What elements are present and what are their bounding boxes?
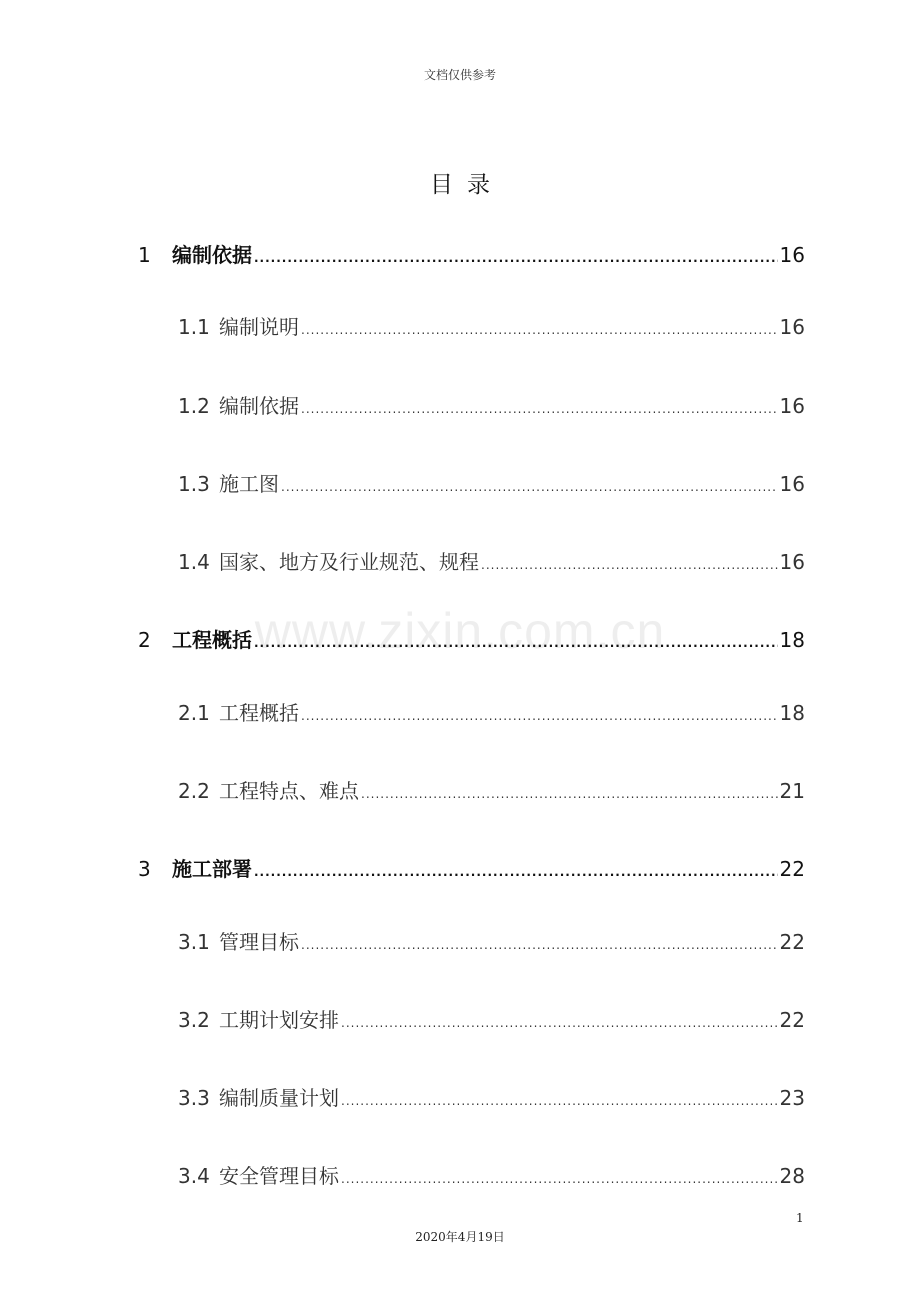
toc-leader-dots	[341, 1172, 778, 1186]
toc-entry-1-1[interactable]	[178, 311, 805, 340]
toc-entry-title: 工程概括	[172, 628, 252, 652]
toc-entry-title: 编制依据	[219, 394, 299, 418]
toc-entry-page: 22	[779, 1008, 805, 1032]
toc-entry-number: 2	[138, 628, 151, 652]
toc-title: 目录	[430, 172, 504, 198]
footer-date: 2020年4月19日	[415, 1230, 505, 1244]
toc-entry-3-2[interactable]	[178, 1004, 805, 1033]
toc-entry-page: 18	[779, 701, 805, 725]
toc-entry-title: 编制质量计划	[219, 1086, 339, 1110]
toc-entry-title: 管理目标	[219, 930, 299, 954]
toc-entry-number: 3.1	[178, 930, 210, 954]
toc-leader-dots	[361, 787, 778, 801]
toc-entry-1-4[interactable]	[178, 546, 805, 575]
toc-leader-dots	[301, 323, 778, 337]
toc-leader-dots	[301, 709, 778, 723]
toc-entry-number: 1.4	[178, 550, 210, 574]
toc-entry-page: 28	[779, 1164, 805, 1188]
toc-entry-number: 1.2	[178, 394, 210, 418]
toc-entry-page: 16	[779, 550, 805, 574]
toc-entry-page: 16	[779, 472, 805, 496]
toc-entry-1[interactable]	[138, 239, 805, 268]
toc-entry-page: 18	[779, 628, 805, 652]
toc-entry-number: 3	[138, 857, 151, 881]
toc-entry-number: 3.3	[178, 1086, 210, 1110]
toc-leader-dots	[254, 865, 778, 879]
toc-entry-number: 3.2	[178, 1008, 210, 1032]
toc-entry-number: 1	[138, 243, 151, 267]
toc-entry-2-2[interactable]	[178, 775, 805, 804]
toc-entry-3[interactable]	[138, 853, 805, 882]
toc-entry-2-1[interactable]	[178, 697, 805, 726]
toc-leader-dots	[481, 558, 778, 572]
toc-entry-title: 编制依据	[172, 243, 252, 267]
toc-entry-title: 工程概括	[219, 701, 299, 725]
toc-entry-page: 22	[779, 857, 805, 881]
toc-entry-page: 16	[779, 394, 805, 418]
toc-entry-number: 3.4	[178, 1164, 210, 1188]
watermark: www.zixin.com.cn	[254, 603, 666, 659]
toc-entry-3-3[interactable]	[178, 1082, 805, 1111]
toc-leader-dots	[254, 636, 778, 650]
toc-entry-page: 23	[779, 1086, 805, 1110]
toc-entry-title: 编制说明	[219, 315, 299, 339]
toc-entry-number: 1.1	[178, 315, 210, 339]
toc-entry-2[interactable]	[138, 624, 805, 653]
toc-entry-page: 21	[779, 779, 805, 803]
toc-entry-title: 工程特点、难点	[219, 779, 359, 803]
toc-leader-dots	[341, 1094, 778, 1108]
toc-entry-page: 16	[779, 315, 805, 339]
toc-entry-3-4[interactable]	[178, 1160, 805, 1189]
toc-entry-title: 安全管理目标	[219, 1164, 339, 1188]
toc-entry-1-3[interactable]	[178, 468, 805, 497]
toc-leader-dots	[281, 480, 778, 494]
toc-entry-title: 国家、地方及行业规范、规程	[219, 550, 479, 574]
toc-entry-page: 22	[779, 930, 805, 954]
page-number: 1	[796, 1211, 804, 1225]
header-note: 文档仅供参考	[423, 68, 496, 82]
toc-entry-number: 2.1	[178, 701, 210, 725]
toc-entry-number: 1.3	[178, 472, 210, 496]
toc-entry-3-1[interactable]	[178, 926, 805, 955]
toc-entry-title: 施工部署	[172, 857, 252, 881]
toc-entry-title: 施工图	[219, 472, 279, 496]
toc-leader-dots	[254, 251, 778, 265]
toc-entry-page: 16	[779, 243, 805, 267]
toc-entry-1-2[interactable]	[178, 390, 805, 419]
toc-leader-dots	[301, 938, 778, 952]
toc-entry-number: 2.2	[178, 779, 210, 803]
toc-entry-title: 工期计划安排	[219, 1008, 339, 1032]
toc-leader-dots	[341, 1016, 778, 1030]
toc-leader-dots	[301, 402, 778, 416]
